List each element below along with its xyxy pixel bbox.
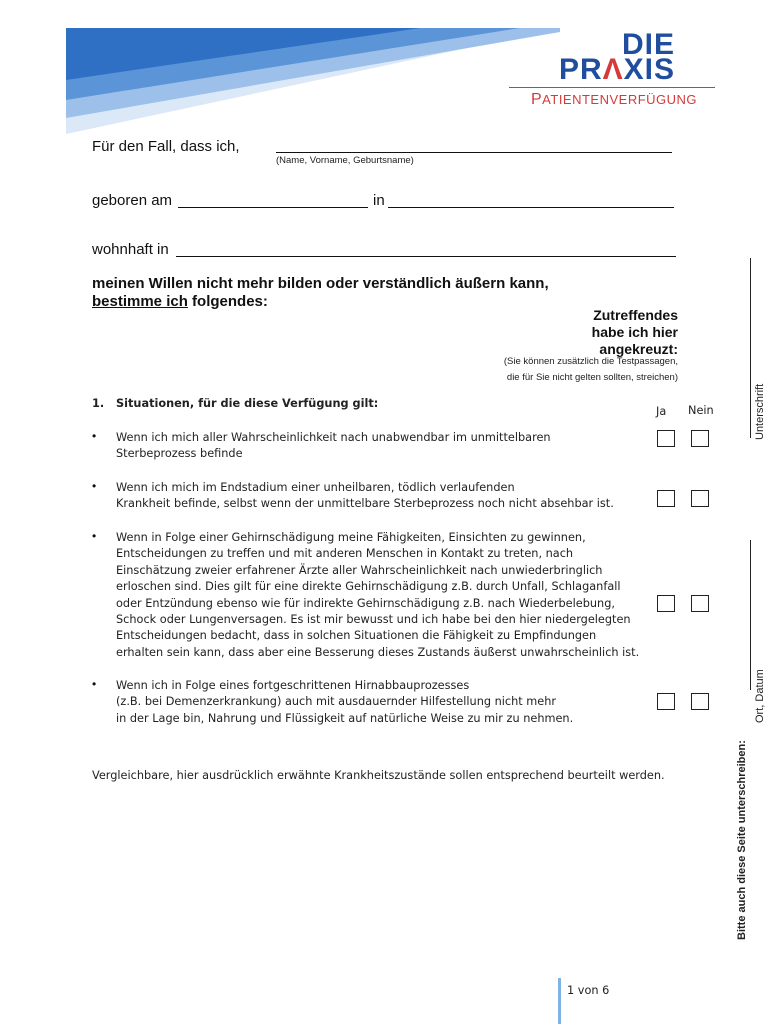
- unterschrift-label: Unterschrift: [754, 383, 766, 440]
- folgendes: folgendes:: [187, 293, 268, 310]
- in-label: in: [373, 192, 385, 209]
- item-2-ja-checkbox[interactable]: [657, 490, 675, 507]
- list-item-1-line: Sterbeprozess befinde: [116, 447, 243, 461]
- logo-die: DIE: [621, 28, 675, 61]
- wohnhaft-in-label: wohnhaft in: [92, 241, 169, 258]
- zutreffendes-line3: angekreuzt:: [599, 341, 678, 357]
- list-item-4: [116, 678, 573, 727]
- bitte-unterschreiben-label: Bitte auch diese Seite unterschreiben:: [736, 740, 748, 940]
- list-item-4-line: in der Lage bin, Nahrung und Flüssigkeit auf natürliche Weise zu mir zu nehmen.: [116, 711, 574, 725]
- list-item-3-line: Entscheidungen zu treffen und mit anderen Menschen in Kontakt zu treten, nach: [116, 547, 574, 561]
- logo-praxis-a: PR: [558, 53, 603, 86]
- willen-statement: meinen Willen nicht mehr bilden oder verständlich äußern kann,: [92, 275, 549, 292]
- logo-subtitle-cap: P: [531, 91, 543, 108]
- list-item-2-line: Wenn ich mich im Endstadium einer unheilbaren, tödlich verlaufenden: [116, 481, 515, 494]
- fuer-den-fall-label: Für den Fall, dass ich,: [92, 138, 240, 155]
- list-item-3-line: Wenn in Folge einer Gehirnschädigung meine Fähigkeiten, Einsichten zu gewinnen,: [116, 531, 586, 544]
- list-item-2: [116, 480, 614, 513]
- logo-divider: [509, 87, 715, 88]
- ja-header: Ja: [656, 405, 667, 418]
- ort-datum-label: Ort, Datum: [754, 669, 766, 723]
- logo-praxis-c: XIS: [623, 53, 675, 86]
- logo-subtitle: [531, 91, 697, 109]
- header-banner: [0, 0, 560, 140]
- bullet-1: •: [92, 429, 97, 443]
- item-2-nein-checkbox[interactable]: [691, 490, 709, 507]
- name-hint: (Name, Vorname, Geburtsname): [276, 155, 414, 166]
- logo-praxis-lambda: Λ: [602, 53, 624, 86]
- list-item-4-line: (z.B. bei Demenzerkrankung) auch mit ausdauernder Hilfestellung nicht mehr: [116, 695, 557, 709]
- list-item-4-line: Wenn ich in Folge eines fortgeschrittenen Hirnabbauprozesses: [116, 679, 470, 692]
- page-number: 1 von 6: [567, 984, 610, 997]
- strike-note: [504, 354, 678, 386]
- bestimme-statement: [92, 293, 268, 310]
- birth-date-field[interactable]: [178, 207, 368, 208]
- nein-header: Nein: [688, 404, 714, 417]
- list-item-3-line: erhalten sein kann, dass aber eine Besserung dieses Zustands äußerst unwahrscheinlich ist.: [116, 645, 640, 659]
- logo-subtitle-rest: ATIENTENVERFÜGUNG: [542, 92, 698, 107]
- list-item-3-line: erloschen sind. Dies gilt für eine direkte Gehirnschädigung z.B. durch Unfall, Schlaganfall: [116, 580, 621, 594]
- strike-note-line2: die für Sie nicht gelten sollten, streichen): [506, 372, 678, 383]
- bullet-4: •: [92, 677, 97, 691]
- name-field[interactable]: [276, 152, 672, 153]
- list-item-3-line: oder Entzündung ebenso wie für indirekte Gehirnschädigung z.B. nach Wiederbelebung,: [116, 596, 615, 610]
- address-field[interactable]: [176, 256, 676, 257]
- section-title: Situationen, für die diese Verfügung gilt:: [116, 397, 379, 410]
- list-item-3-line: Schock oder Lungenversagen. Es ist mir bewusst und ich habe bei den hier niedergelegten: [116, 613, 631, 627]
- geboren-am-label: geboren am: [92, 192, 173, 209]
- list-item-3-line: Entscheidungen bedacht, dass in solchen Situationen die Fähigkeit zu Empfindungen: [116, 629, 597, 643]
- item-1-ja-checkbox[interactable]: [657, 430, 675, 447]
- item-4-ja-checkbox[interactable]: [657, 693, 675, 710]
- logo-praxis: [559, 54, 675, 86]
- list-item-3-line: Einschätzung zweier erfahrener Ärzte aller Wahrscheinlichkeit nach unwiederbringlich: [116, 563, 603, 577]
- list-item-1: [116, 430, 551, 463]
- list-item-2-line: Krankheit befinde, selbst wenn der unmittelbare Sterbeprozess noch nicht absehbar ist.: [116, 497, 614, 511]
- closing-statement: Vergleichbare, hier ausdrücklich erwähnte Krankheitszustände sollen entsprechend beurteilt werden.: [92, 769, 665, 782]
- item-1-nein-checkbox[interactable]: [691, 430, 709, 447]
- section-number: 1.: [92, 397, 105, 410]
- ort-datum-line[interactable]: [750, 540, 751, 690]
- item-3-ja-checkbox[interactable]: [657, 595, 675, 612]
- zutreffendes-line1: Zutreffendes: [593, 307, 678, 323]
- page-number-bar: [558, 978, 561, 1024]
- bullet-2: •: [92, 479, 97, 493]
- strike-note-line1: (Sie können zusätzlich die Testpassagen,: [503, 356, 678, 367]
- bestimme-ich: bestimme ich: [92, 293, 188, 310]
- item-3-nein-checkbox[interactable]: [691, 595, 709, 612]
- zutreffendes-header: [592, 307, 678, 358]
- zutreffendes-line2: habe ich hier: [591, 324, 678, 340]
- birth-place-field[interactable]: [388, 207, 674, 208]
- signature-line[interactable]: [750, 258, 751, 438]
- die-praxis-logo: [505, 30, 725, 110]
- bullet-3: •: [92, 529, 97, 543]
- item-4-nein-checkbox[interactable]: [691, 693, 709, 710]
- list-item-3: [116, 530, 639, 661]
- list-item-1-line: Wenn ich mich aller Wahrscheinlichkeit nach unabwendbar im unmittelbaren: [116, 431, 551, 444]
